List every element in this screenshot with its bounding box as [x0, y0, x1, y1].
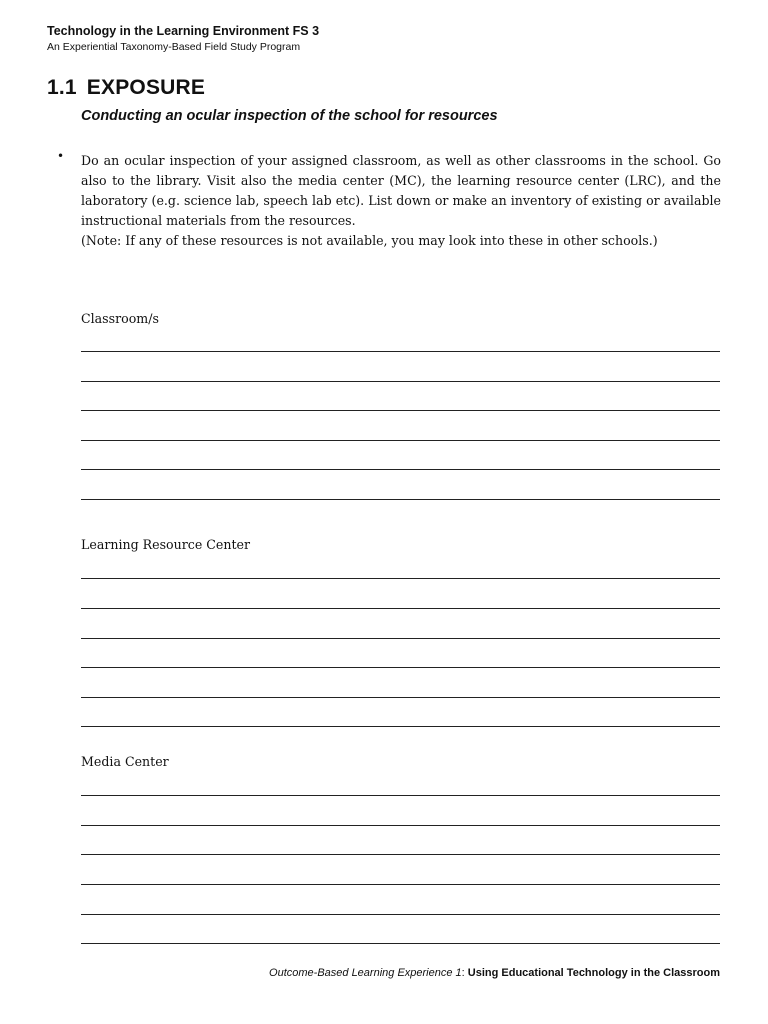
answer-line[interactable]	[81, 381, 720, 382]
answer-line[interactable]	[81, 440, 720, 441]
answer-lines-media-center	[81, 795, 720, 944]
field-label-classrooms: Classroom/s	[81, 311, 159, 326]
answer-lines-learning-resource-center	[81, 578, 720, 727]
section-subheading: Conducting an ocular inspection of the school for resources	[81, 108, 498, 124]
answer-lines-classrooms	[81, 351, 720, 500]
answer-line[interactable]	[81, 795, 720, 796]
document-header-subtitle: An Experiential Taxonomy-Based Field Study Program	[47, 41, 301, 53]
footer-separator: :	[461, 967, 468, 979]
answer-line[interactable]	[81, 667, 720, 668]
answer-line[interactable]	[81, 914, 720, 915]
instructions-text: Do an ocular inspection of your assigned classroom, as well as other classrooms in the school. Go also to the library. Visit also the media center (MC), the learning resource center (LRC), and the laboratory (e.g. science lab, speech lab etc). List down or make an inventory of existing or available instructional materials from the resources.	[81, 153, 721, 228]
answer-line[interactable]	[81, 884, 720, 885]
field-label-learning-resource-center: Learning Resource Center	[81, 537, 251, 552]
footer-course-title: Using Educational Technology in the Classroom	[467, 967, 720, 979]
answer-line[interactable]	[81, 638, 720, 639]
answer-line[interactable]	[81, 697, 720, 698]
answer-line[interactable]	[81, 469, 720, 470]
answer-line[interactable]	[81, 726, 720, 727]
footer-experience-label: Outcome-Based Learning Experience 1	[269, 967, 462, 979]
answer-line[interactable]	[81, 499, 720, 500]
page-footer	[269, 967, 720, 979]
instructions-block	[81, 151, 721, 251]
answer-line[interactable]	[81, 943, 720, 944]
answer-line[interactable]	[81, 351, 720, 352]
answer-line[interactable]	[81, 854, 720, 855]
section-number: 1.1	[47, 76, 77, 99]
document-header-title: Technology in the Learning Environment FS 3	[47, 24, 320, 38]
instructions-note: (Note: If any of these resources is not available, you may look into these in other schools.)	[81, 233, 658, 248]
field-label-media-center: Media Center	[81, 754, 169, 769]
answer-line[interactable]	[81, 410, 720, 411]
answer-line[interactable]	[81, 608, 720, 609]
answer-line[interactable]	[81, 578, 720, 579]
answer-line[interactable]	[81, 825, 720, 826]
section-title: EXPOSURE	[86, 76, 206, 99]
section-heading	[47, 76, 205, 100]
bullet-marker: •	[57, 149, 65, 163]
